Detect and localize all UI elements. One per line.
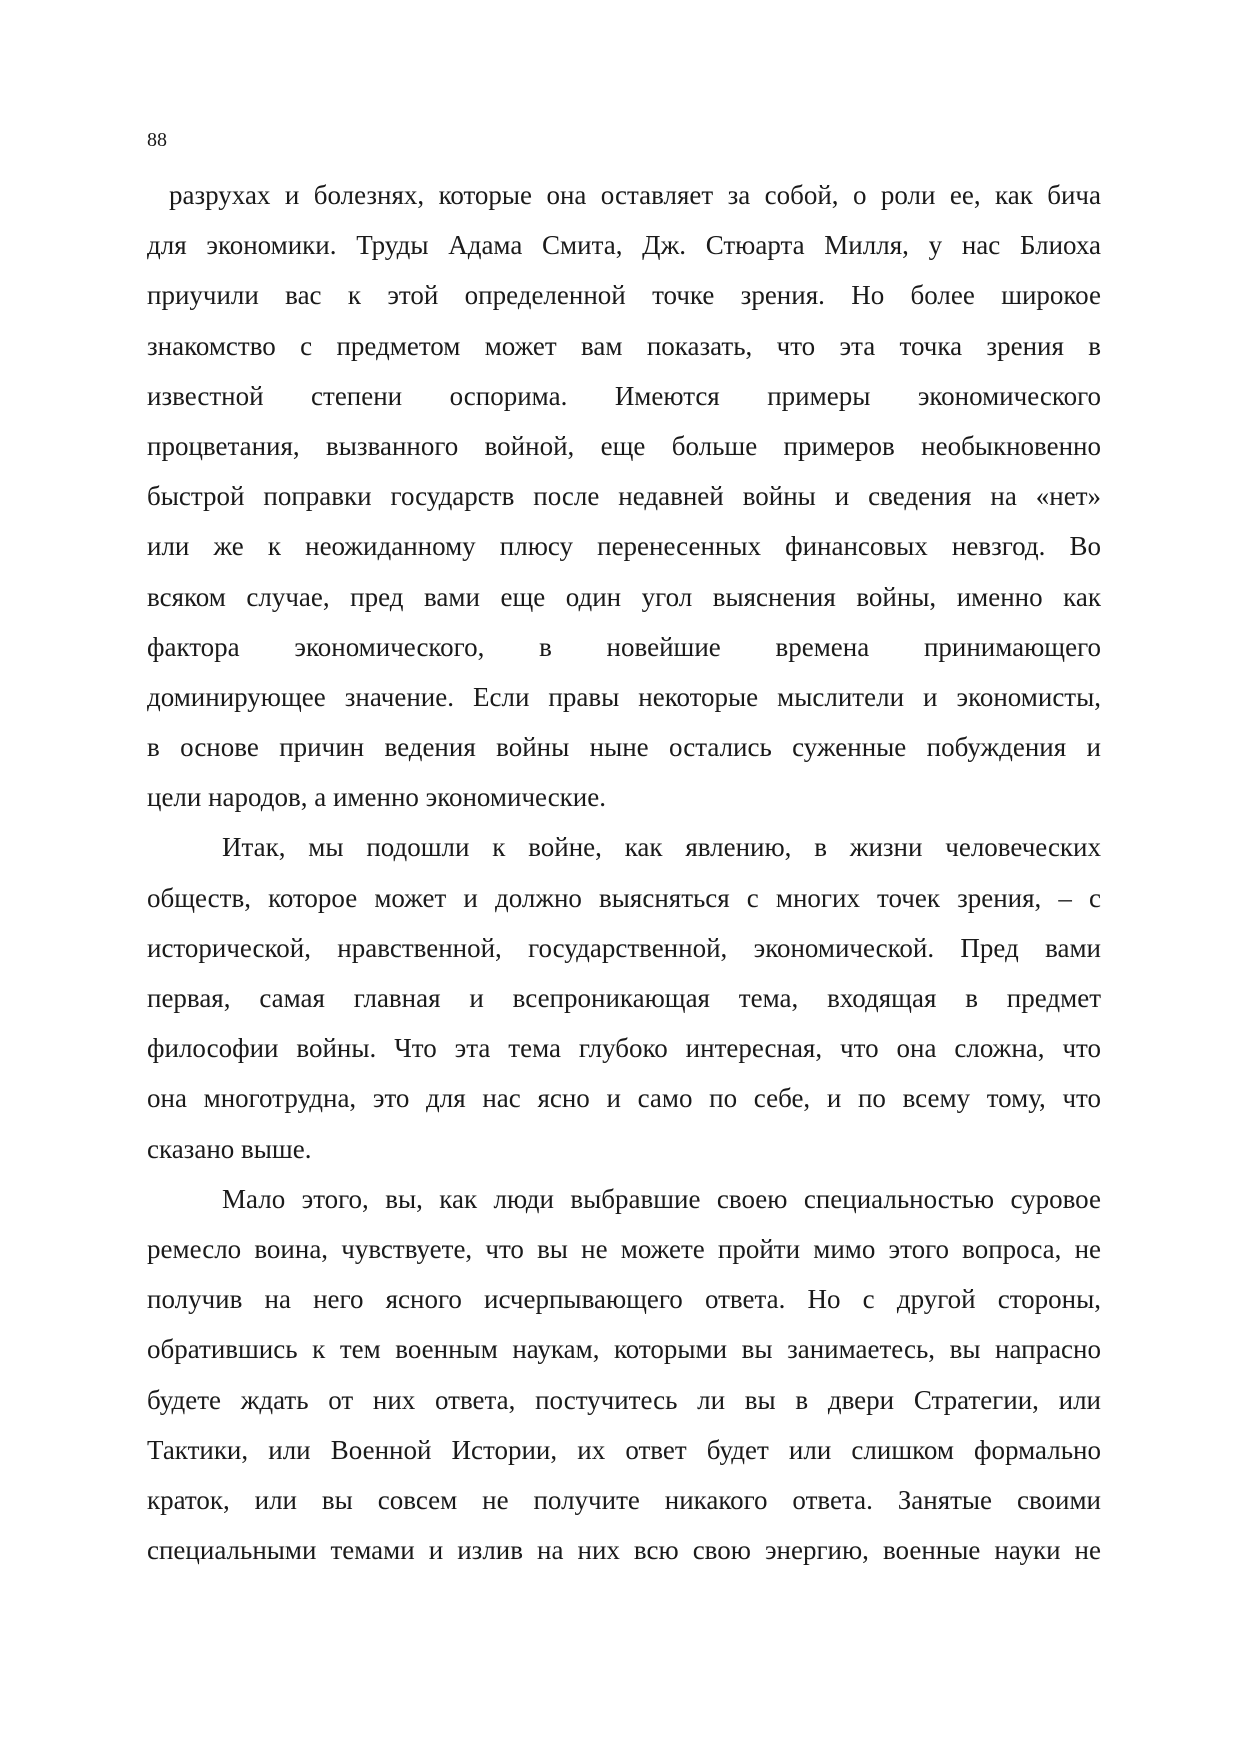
text-line: разрухах и болезнях, которые она оставляет за собой, о роли ее, как бича bbox=[169, 180, 1101, 210]
text-line: обратившись к тем военным наукам, которыми вы занимаетесь, вы напрасно bbox=[147, 1334, 1101, 1365]
text-line: в основе причин ведения войны ныне остались суженные побуждения и bbox=[147, 732, 1101, 763]
page-number: 88 bbox=[147, 129, 167, 151]
text-line: цели народов, а именно экономические. bbox=[147, 782, 606, 813]
text-line: быстрой поправки государств после недавней войны и сведения на «нет» bbox=[147, 481, 1101, 512]
text-line: доминирующее значение. Если правы некоторые мыслители и экономисты, bbox=[147, 681, 1101, 712]
text-line: будете ждать от них ответа, постучитесь ли вы в двери Стратегии, или bbox=[147, 1384, 1101, 1415]
text-line: известной степени оспорима. Имеются примеры экономического bbox=[147, 380, 1101, 411]
text-line: Тактики, или Военной Истории, их ответ будет или слишком формально bbox=[147, 1434, 1101, 1465]
text-line: всяком случае, пред вами еще один угол выяснения войны, именно как bbox=[147, 581, 1101, 612]
text-line: ремесло воина, чувствуете, что вы не можете пройти мимо этого вопроса, не bbox=[147, 1233, 1101, 1264]
text-line: получив на него ясного исчерпывающего ответа. Но с другой стороны, bbox=[147, 1284, 1101, 1315]
document-body bbox=[147, 170, 1101, 1575]
text-line: она многотрудна, это для нас ясно и само по себе, и по всему тому, что bbox=[147, 1083, 1101, 1114]
text-line: специальными темами и излив на них всю свою энергию, военные науки не bbox=[147, 1535, 1101, 1566]
text-line: Мало этого, вы, как люди выбравшие своею специальностью суровое bbox=[222, 1183, 1101, 1214]
text-line: обществ, которое может и должно выясняться с многих точек зрения, – с bbox=[147, 882, 1101, 913]
text-line: фактора экономического, в новейшие времена принимающего bbox=[147, 631, 1101, 662]
text-line: знакомство с предметом может вам показать, что эта точка зрения в bbox=[147, 330, 1101, 361]
text-line: Итак, мы подошли к войне, как явлению, в жизни человеческих bbox=[222, 832, 1101, 863]
text-line: приучили вас к этой определенной точке зрения. Но более широкое bbox=[147, 280, 1101, 311]
text-line: философии войны. Что эта тема глубоко интересная, что она сложна, что bbox=[147, 1033, 1101, 1064]
text-line: или же к неожиданному плюсу перенесенных финансовых невзгод. Во bbox=[147, 531, 1101, 562]
text-line: сказано выше. bbox=[147, 1133, 312, 1164]
text-line: процветания, вызванного войной, еще больше примеров необыкновенно bbox=[147, 430, 1101, 461]
text-line: для экономики. Труды Адама Смита, Дж. Стюарта Милля, у нас Блиоха bbox=[147, 230, 1101, 261]
text-line: краток, или вы совсем не получите никакого ответа. Занятые своими bbox=[147, 1484, 1101, 1515]
text-line: исторической, нравственной, государственной, экономической. Пред вами bbox=[147, 932, 1101, 963]
text-line: первая, самая главная и всепроникающая тема, входящая в предмет bbox=[147, 983, 1101, 1013]
